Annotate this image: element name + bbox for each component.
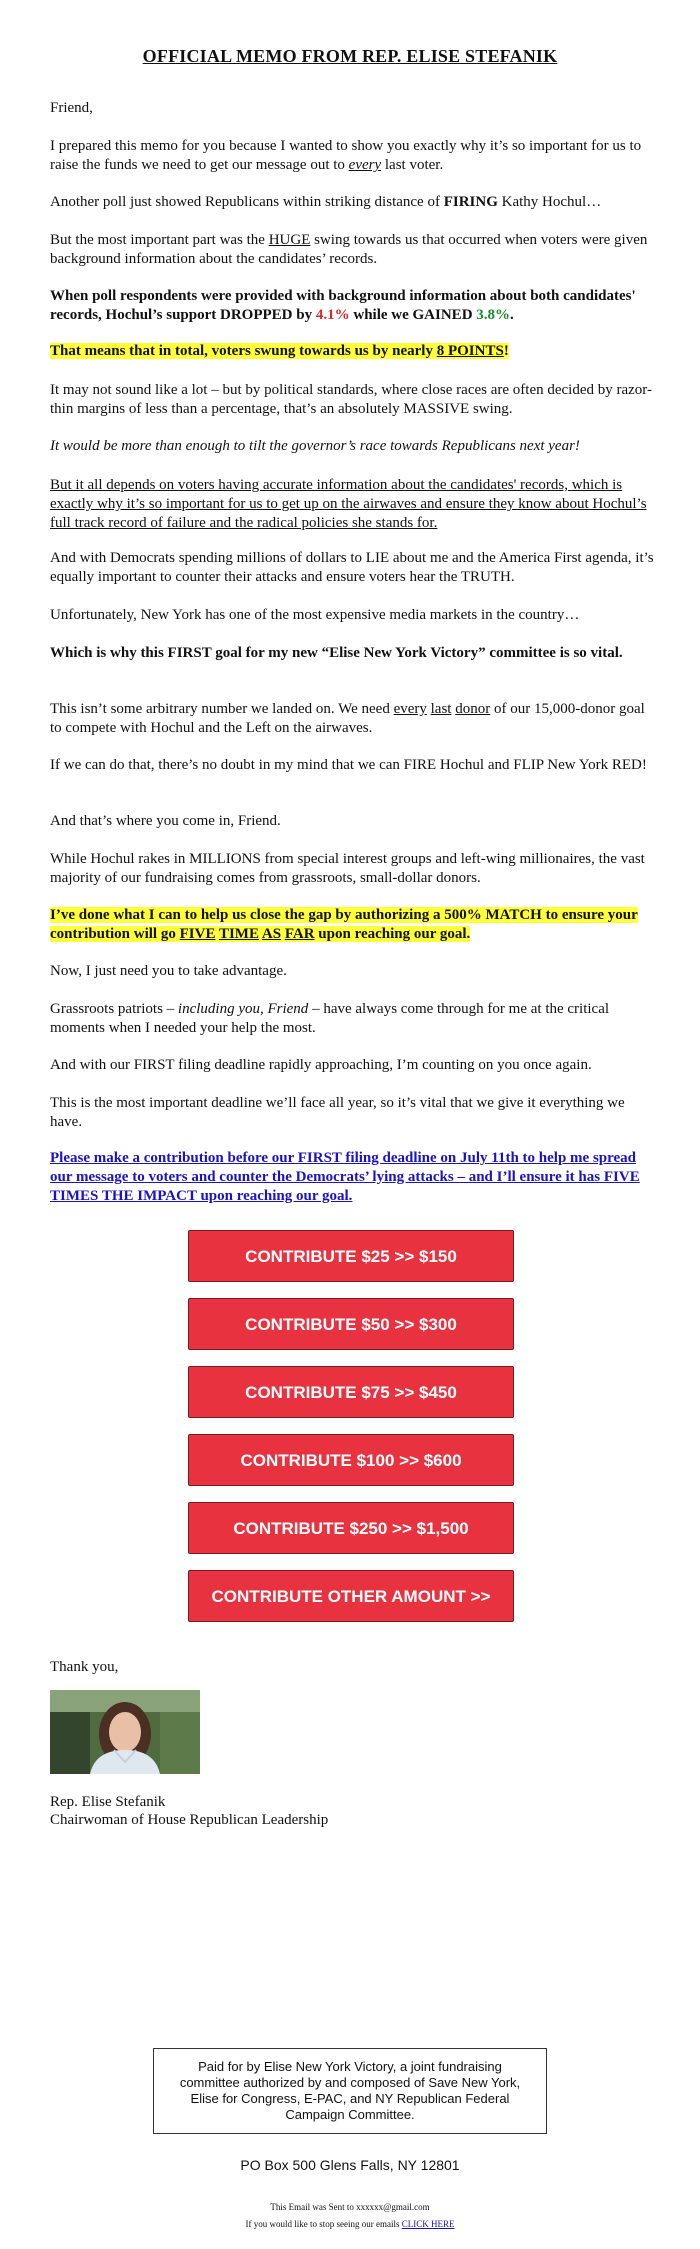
- paragraph-16: I’ve done what I can to help us close the gap by authorizing a 500% MATCH to ensure your contribution will go FIVE TIME AS FAR upon reaching our goal.: [50, 907, 638, 942]
- paragraph-8: But it all depends on voters having accurate information about the candidates' records, which is exactly why it’s so important for us to get up on the airwaves and ensure they know about Hochul’s full track record of failure and the radical policies she stands for.: [50, 477, 647, 531]
- paragraph-18: Grassroots patriots – including you, Friend – have always come through for me at the critical moments when I needed your help the most.: [50, 1001, 610, 1036]
- paragraph-10: Unfortunately, New York has one of the most expensive media markets in the country…: [50, 607, 580, 623]
- paragraph-14: And that’s where you come in, Friend.: [50, 813, 281, 829]
- memo-title: OFFICIAL MEMO FROM REP. ELISE STEFANIK: [142, 46, 558, 66]
- mailing-address: PO Box 500 Glens Falls, NY 12801: [240, 2157, 460, 2173]
- paragraph-5: That means that in total, voters swung towards us by nearly 8 POINTS!: [50, 343, 509, 359]
- unsubscribe-line: If you would like to stop seeing our emails CLICK HERE: [245, 2219, 455, 2229]
- paragraph-1: I prepared this memo for you because I wanted to show you exactly why it’s so important for us to raise the funds we need to get our message out to every last voter.: [50, 138, 642, 173]
- paragraph-17: Now, I just need you to take advantage.: [50, 963, 287, 979]
- paragraph-3: But the most important part was the HUGE swing towards us that occurred when voters were given background information about the candidates’ records.: [50, 232, 648, 267]
- paragraph-13: If we can do that, there’s no doubt in my mind that we can FIRE Hochul and FLIP New York RED!: [50, 757, 647, 773]
- contribute-50-button[interactable]: CONTRIBUTE $50 >> $300: [188, 1298, 514, 1350]
- sent-to-notice: This Email was Sent to xxxxxx@gmail.com: [270, 2202, 430, 2212]
- greeting: Friend,: [50, 100, 93, 116]
- paragraph-7: It would be more than enough to tilt the governor’s race towards Republicans next year!: [50, 438, 580, 454]
- contribute-75-button[interactable]: CONTRIBUTE $75 >> $450: [188, 1366, 514, 1418]
- sign-off: Thank you,: [50, 1659, 119, 1675]
- paid-for-disclaimer: Paid for by Elise New York Victory, a joint fundraising committee authorized by and composed of Save New York, Elise for Congress, E-PAC, and NY Republican Federal Campaign Committee.: [153, 2048, 547, 2134]
- paragraph-21: [50, 1149, 654, 1206]
- contribute-250-button[interactable]: CONTRIBUTE $250 >> $1,500: [188, 1502, 514, 1554]
- paragraph-20: This is the most important deadline we’ll face all year, so it’s vital that we give it everything we have.: [50, 1095, 625, 1130]
- paragraph-19: And with our FIRST filing deadline rapidly approaching, I’m counting on you once again.: [50, 1057, 592, 1073]
- contribute-100-button[interactable]: CONTRIBUTE $100 >> $600: [188, 1434, 514, 1486]
- signer-name: Rep. Elise Stefanik: [50, 1794, 166, 1810]
- paragraph-9: And with Democrats spending millions of dollars to LIE about me and the America First agenda, it’s equally important to counter their attacks and ensure voters hear the TRUTH.: [50, 550, 654, 585]
- portrait-illustration: [50, 1690, 200, 1774]
- paragraph-2: Another poll just showed Republicans within striking distance of FIRING Kathy Hochul…: [50, 194, 602, 210]
- paragraph-12: This isn’t some arbitrary number we landed on. We need every last donor of our 15,000-donor goal to compete with Hochul and the Left on the airwaves.: [50, 701, 645, 736]
- contribute-link[interactable]: Please make a contribution before our FIRST filing deadline on July 11th to help me spread our message to voters and counter the Democrats’ lying attacks – and I’ll ensure it has FIVE TIMES THE IMPACT upon reaching our goal.: [50, 1150, 640, 1204]
- contribute-other-button[interactable]: CONTRIBUTE OTHER AMOUNT >>: [188, 1570, 514, 1622]
- contribute-25-button[interactable]: CONTRIBUTE $25 >> $150: [188, 1230, 514, 1282]
- paragraph-6: It may not sound like a lot – but by political standards, where close races are often decided by razor-thin margins of less than a percentage, that’s an absolutely MASSIVE swing.: [50, 382, 652, 417]
- signer-role: Chairwoman of House Republican Leadership: [50, 1812, 329, 1828]
- paragraph-11: Which is why this FIRST goal for my new “Elise New York Victory” committee is so vital.: [50, 645, 623, 661]
- paragraph-4: When poll respondents were provided with background information about both candidates' records, Hochul’s support DROPPED by 4.1% while we GAINED 3.8%.: [50, 288, 636, 323]
- unsubscribe-link[interactable]: CLICK HERE: [401, 2219, 455, 2229]
- paragraph-15: While Hochul rakes in MILLIONS from special interest groups and left-wing millionaires, the vast majority of our fundraising comes from grassroots, small-dollar donors.: [50, 851, 645, 886]
- portrait-photo: [50, 1690, 200, 1774]
